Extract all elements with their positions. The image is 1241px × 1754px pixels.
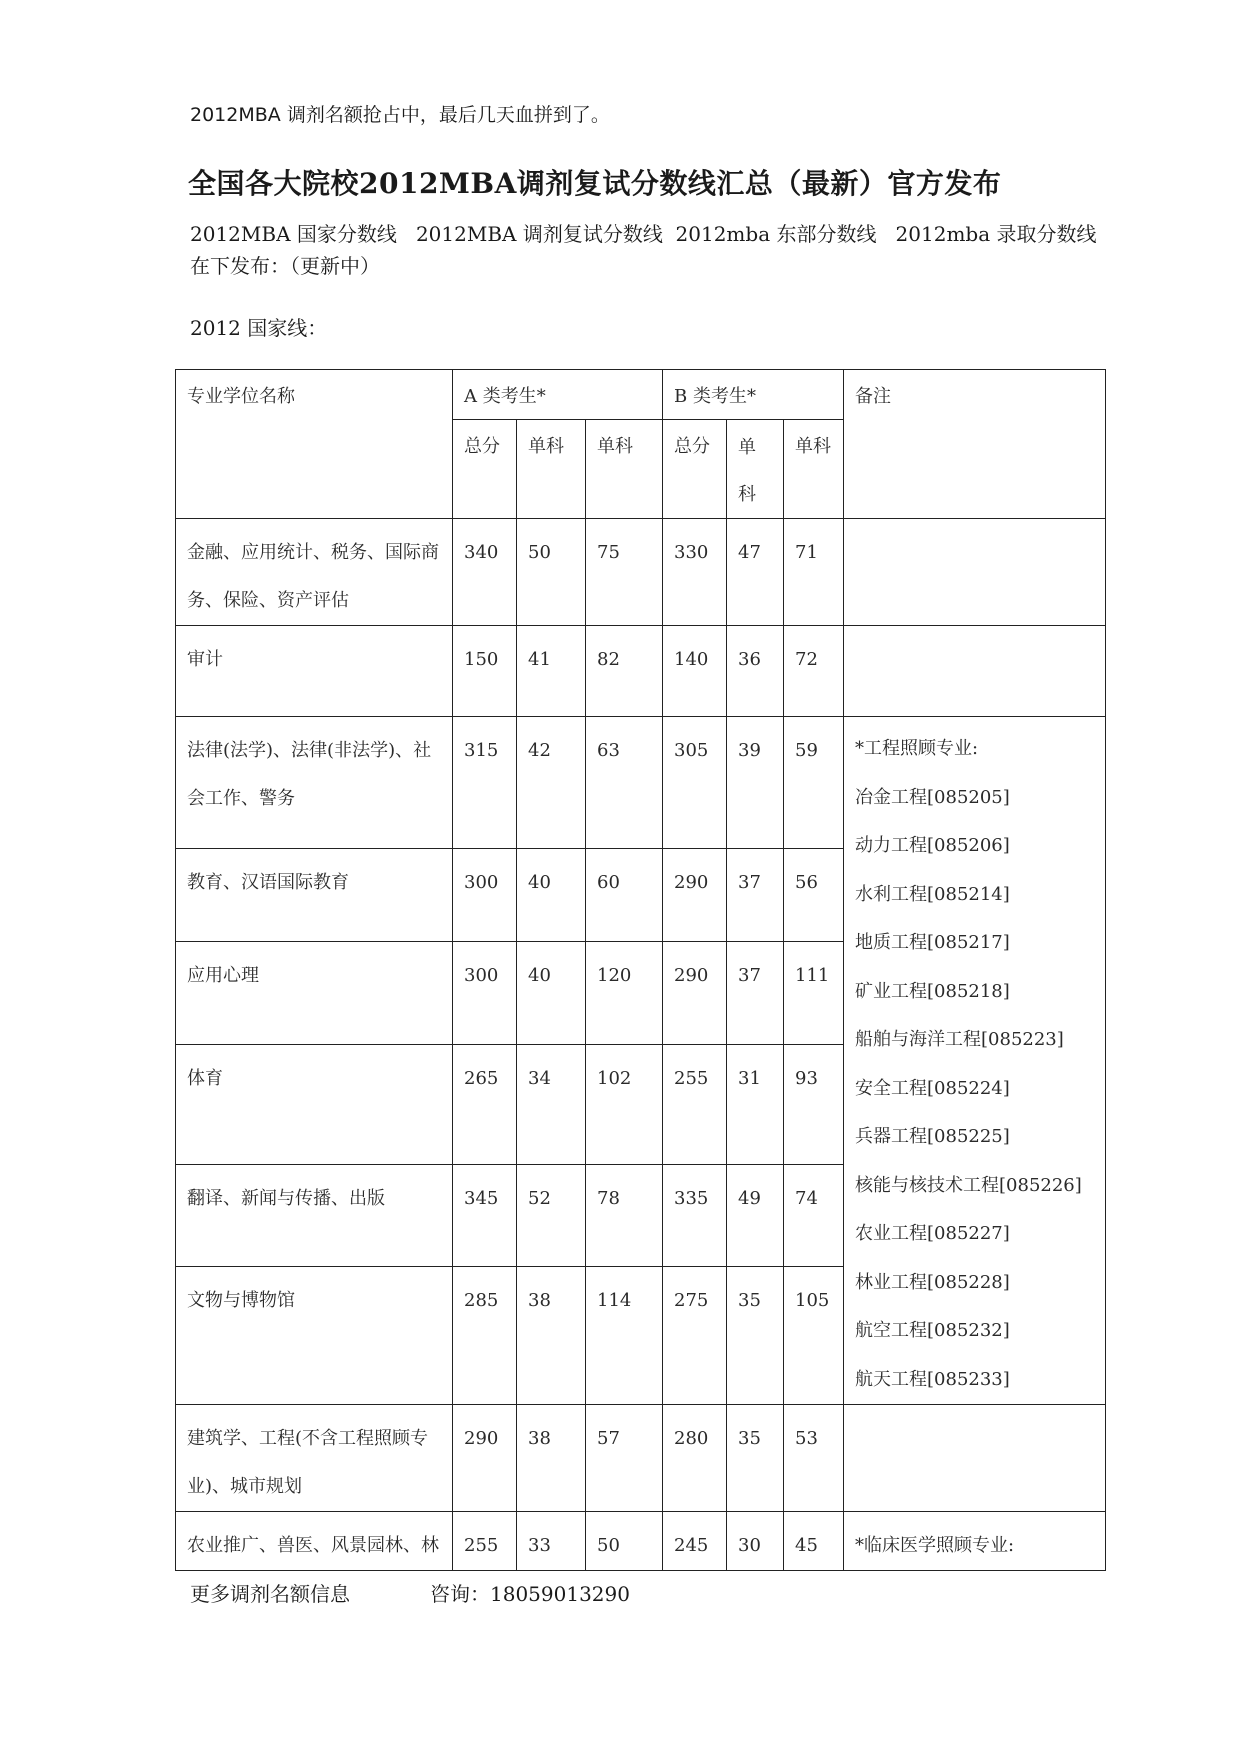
remark-line: 冶金工程[085205] (855, 786, 1010, 808)
major-cell: 金融、应用统计、税务、国际商务、保险、资产评估 (176, 519, 453, 626)
b-single-2-cell: 111 (784, 941, 844, 1044)
a-total-cell: 300 (453, 848, 517, 941)
major-cell: 审计 (176, 626, 453, 717)
b-total-cell: 305 (663, 717, 727, 849)
header-major: 专业学位名称 (176, 370, 453, 519)
b-single-2-cell: 105 (784, 1267, 844, 1405)
b-single-1-cell: 35 (727, 1267, 784, 1405)
b-total-cell: 245 (663, 1512, 727, 1571)
a-single-2-cell: 63 (586, 717, 663, 849)
a-total-cell: 345 (453, 1164, 517, 1266)
b-single-2-cell: 93 (784, 1045, 844, 1165)
a-total-cell: 150 (453, 626, 517, 717)
b-total-cell: 140 (663, 626, 727, 717)
update-status-text: 在下发布：（更新中） (190, 254, 380, 278)
score-table (175, 369, 1106, 1571)
a-single-2-cell: 60 (586, 848, 663, 941)
score-links-line: 2012MBA 国家分数线 2012MBA 调剂复试分数线 2012mba 东部分数线 2012mba 录取分数线 (190, 222, 1097, 246)
header-remark: 备注 (844, 370, 1106, 519)
b-single-2-cell: 59 (784, 717, 844, 849)
header-b-total: 总分 (663, 420, 727, 519)
remark-cell-empty (844, 519, 1106, 626)
table-row (176, 519, 1106, 626)
footer-info-text: 更多调剂名额信息 (190, 1582, 350, 1606)
b-single-1-cell: 35 (727, 1405, 784, 1512)
table-row (176, 717, 1106, 849)
a-single-1-cell: 40 (517, 848, 586, 941)
a-single-2-cell: 57 (586, 1405, 663, 1512)
b-single-2-cell: 45 (784, 1512, 844, 1571)
remark-line: 矿业工程[085218] (855, 980, 1010, 1002)
remark-line: 航天工程[085233] (855, 1368, 1010, 1390)
b-single-1-cell: 36 (727, 626, 784, 717)
a-single-1-cell: 34 (517, 1045, 586, 1165)
a-single-2-cell: 114 (586, 1267, 663, 1405)
major-cell: 农业推广、兽医、风景园林、林 (176, 1512, 453, 1571)
header-a-single-1: 单科 (517, 420, 586, 519)
major-cell: 翻译、新闻与传播、出版 (176, 1164, 453, 1266)
page-title: 全国各大院校2012MBA调剂复试分数线汇总（最新）官方发布 (188, 167, 1002, 200)
b-total-cell: 290 (663, 941, 727, 1044)
intro-text: 2012MBA 调剂名额抢占中，最后几天血拼到了。 (190, 104, 610, 126)
table-row (176, 1512, 1106, 1571)
table-row (176, 626, 1106, 717)
score-table-body (176, 370, 1106, 1571)
b-single-1-cell: 49 (727, 1164, 784, 1266)
b-single-1-cell: 47 (727, 519, 784, 626)
a-total-cell: 265 (453, 1045, 517, 1165)
b-single-1-cell: 31 (727, 1045, 784, 1165)
remark-line: 农业工程[085227] (855, 1223, 1010, 1244)
table-row (176, 1405, 1106, 1512)
remark-line: 林业工程[085228] (855, 1271, 1010, 1293)
major-cell: 体育 (176, 1045, 453, 1165)
remark-line: 航空工程[085232] (855, 1320, 1010, 1341)
a-single-1-cell: 38 (517, 1267, 586, 1405)
remark-cell-empty (844, 1405, 1106, 1512)
remark-line: 安全工程[085224] (855, 1077, 1010, 1099)
b-single-2-cell: 56 (784, 848, 844, 941)
header-b-single-1: 单 科 (727, 420, 784, 519)
a-single-2-cell: 78 (586, 1164, 663, 1266)
remark-line: 核能与核技术工程[085226] (855, 1174, 1082, 1196)
header-a-single-2: 单科 (586, 420, 663, 519)
major-cell: 应用心理 (176, 941, 453, 1044)
remark-line: 船舶与海洋工程[085223] (855, 1029, 1064, 1050)
a-total-cell: 290 (453, 1405, 517, 1512)
a-total-cell: 255 (453, 1512, 517, 1571)
footer-contact-text: 咨询：18059013290 (430, 1582, 630, 1606)
a-single-1-cell: 42 (517, 717, 586, 849)
b-single-2-cell: 72 (784, 626, 844, 717)
remark-engineering-cell (844, 717, 1106, 1405)
a-single-1-cell: 50 (517, 519, 586, 626)
b-single-1-cell: 30 (727, 1512, 784, 1571)
remark-line: 动力工程[085206] (855, 835, 1010, 856)
major-cell: 文物与博物馆 (176, 1267, 453, 1405)
a-single-1-cell: 41 (517, 626, 586, 717)
a-single-2-cell: 120 (586, 941, 663, 1044)
remark-clinical-cell: *临床医学照顾专业: (844, 1512, 1106, 1571)
a-single-1-cell: 33 (517, 1512, 586, 1571)
a-total-cell: 340 (453, 519, 517, 626)
a-single-1-cell: 52 (517, 1164, 586, 1266)
a-single-2-cell: 50 (586, 1512, 663, 1571)
remark-line: 兵器工程[085225] (855, 1126, 1010, 1147)
b-single-2-cell: 74 (784, 1164, 844, 1266)
b-total-cell: 335 (663, 1164, 727, 1266)
a-total-cell: 300 (453, 941, 517, 1044)
a-total-cell: 315 (453, 717, 517, 849)
a-single-1-cell: 38 (517, 1405, 586, 1512)
b-total-cell: 275 (663, 1267, 727, 1405)
a-single-2-cell: 102 (586, 1045, 663, 1165)
header-row-main (176, 370, 1106, 420)
a-single-1-cell: 40 (517, 941, 586, 1044)
remark-line: *工程照顾专业: (855, 738, 979, 759)
b-total-cell: 280 (663, 1405, 727, 1512)
header-a-group: A 类考生* (453, 370, 663, 420)
b-total-cell: 255 (663, 1045, 727, 1165)
header-b-group: B 类考生* (663, 370, 844, 420)
header-b-single-2: 单科 (784, 420, 844, 519)
b-single-2-cell: 53 (784, 1405, 844, 1512)
b-total-cell: 290 (663, 848, 727, 941)
remark-line: 地质工程[085217] (855, 932, 1010, 953)
b-single-1-cell: 37 (727, 848, 784, 941)
remark-cell-empty (844, 626, 1106, 717)
a-single-2-cell: 75 (586, 519, 663, 626)
remark-line: 水利工程[085214] (855, 883, 1010, 905)
b-single-2-cell: 71 (784, 519, 844, 626)
b-total-cell: 330 (663, 519, 727, 626)
b-single-1-cell: 39 (727, 717, 784, 849)
a-total-cell: 285 (453, 1267, 517, 1405)
header-a-total: 总分 (453, 420, 517, 519)
a-single-2-cell: 82 (586, 626, 663, 717)
b-single-1-cell: 37 (727, 941, 784, 1044)
national-line-label: 2012 国家线： (190, 316, 328, 340)
major-cell: 法律(法学)、法律(非法学)、社会工作、警务 (176, 717, 453, 849)
major-cell: 教育、汉语国际教育 (176, 848, 453, 941)
major-cell: 建筑学、工程(不含工程照顾专业)、城市规划 (176, 1405, 453, 1512)
